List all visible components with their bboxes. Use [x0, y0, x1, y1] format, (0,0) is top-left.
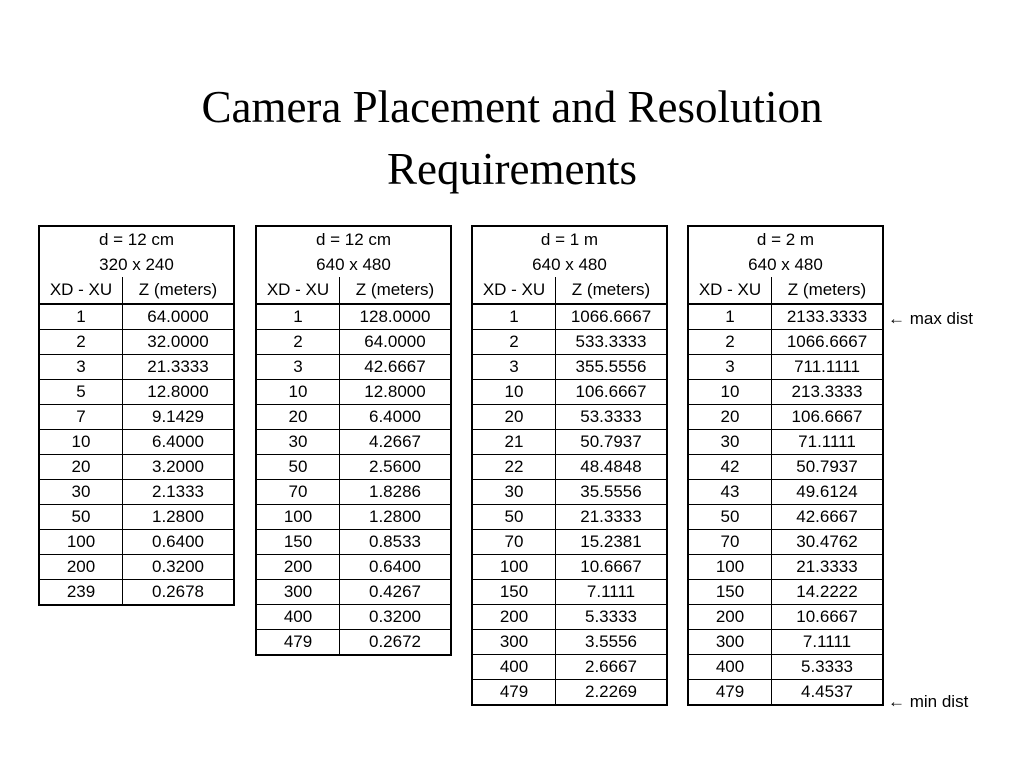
table-header-resolution: 640 x 480: [532, 255, 607, 274]
depth-cell: 7.1111: [556, 580, 668, 605]
table-row: [688, 530, 883, 555]
disparity-cell: 70: [256, 480, 340, 505]
table-row: [256, 480, 451, 505]
depth-cell: 533.3333: [556, 330, 668, 355]
table-row: [688, 380, 883, 405]
depth-cell: 64.0000: [147, 307, 209, 326]
table-row: [256, 605, 451, 630]
disparity-cell: 150: [688, 580, 772, 605]
depth-cell: 0.6400: [123, 530, 235, 555]
depth-cell: 10.6667: [556, 555, 668, 580]
depth-cell: 2.1333: [123, 480, 235, 505]
depth-cell: 0.4267: [340, 580, 452, 605]
table-row: [688, 655, 883, 680]
max-dist-annotation: ← max dist: [888, 309, 974, 328]
table-row: [39, 380, 234, 405]
column-header-depth: Z (meters): [772, 277, 884, 304]
depth-cell: 1.8286: [340, 480, 452, 505]
depth-cell: 128.0000: [359, 307, 431, 326]
disparity-cell: 70: [688, 530, 772, 555]
table-row: [256, 580, 451, 605]
disparity-cell: 200: [472, 605, 556, 630]
table-row: [688, 505, 883, 530]
depth-cell: 3.2000: [123, 455, 235, 480]
table-row: [688, 680, 883, 706]
depth-cell: 35.5556: [556, 480, 668, 505]
table-row: [688, 304, 883, 330]
depth-cell: 3.5556: [556, 630, 668, 655]
table-header-resolution: 320 x 240: [99, 255, 174, 274]
table-row: [39, 455, 234, 480]
depth-cell: 42.6667: [340, 355, 452, 380]
disparity-cell: 20: [256, 405, 340, 430]
table-row: [472, 605, 667, 630]
table-row: [688, 605, 883, 630]
table-row: [39, 355, 234, 380]
disparity-cell: 5: [39, 380, 123, 405]
column-header-disparity: XD - XU: [39, 277, 123, 304]
disparity-cell: 20: [472, 405, 556, 430]
disparity-cell: 200: [39, 555, 123, 580]
distance-table-4: [687, 225, 884, 706]
depth-cell: 1066.6667: [772, 330, 884, 355]
slide-title: [0, 76, 1024, 200]
depth-cell: 106.6667: [556, 380, 668, 405]
disparity-cell: 400: [472, 655, 556, 680]
disparity-cell: 20: [39, 455, 123, 480]
depth-cell: 213.3333: [772, 380, 884, 405]
depth-cell: 1.2800: [340, 505, 452, 530]
table-row: [256, 505, 451, 530]
column-header-depth: Z (meters): [340, 277, 452, 304]
table-row: [39, 505, 234, 530]
table-row: [472, 480, 667, 505]
table-row: [688, 580, 883, 605]
depth-cell: 30.4762: [772, 530, 884, 555]
table-row: [688, 555, 883, 580]
disparity-cell: 2: [472, 330, 556, 355]
disparity-cell: 100: [256, 505, 340, 530]
depth-cell: 2.6667: [556, 655, 668, 680]
depth-cell: 711.1111: [772, 355, 884, 380]
table-row: [472, 580, 667, 605]
disparity-cell: 1: [472, 304, 556, 330]
disparity-cell: 1: [256, 304, 340, 330]
table-row: [688, 480, 883, 505]
table-header-resolution: 640 x 480: [748, 255, 823, 274]
disparity-cell: 150: [256, 530, 340, 555]
table-row: [39, 330, 234, 355]
depth-cell: 355.5556: [556, 355, 668, 380]
table-row: [256, 355, 451, 380]
table-row: [256, 530, 451, 555]
disparity-cell: 150: [472, 580, 556, 605]
depth-cell: 49.6124: [772, 480, 884, 505]
disparity-cell: 50: [39, 505, 123, 530]
column-header-disparity: XD - XU: [472, 277, 556, 304]
depth-cell: 106.6667: [772, 405, 884, 430]
table-row: [472, 430, 667, 455]
disparity-cell: 239: [39, 580, 123, 606]
distance-table-3: [471, 225, 668, 706]
depth-cell: 64.0000: [340, 330, 452, 355]
slide-title-line-2: Requirements: [387, 144, 637, 194]
table-row: [472, 355, 667, 380]
depth-cell: 21.3333: [123, 355, 235, 380]
disparity-cell: 7: [39, 405, 123, 430]
disparity-cell: 3: [472, 355, 556, 380]
table-row: [472, 505, 667, 530]
depth-cell: 2133.3333: [786, 307, 868, 326]
disparity-cell: 10: [472, 380, 556, 405]
table-row: [39, 405, 234, 430]
table-row: [472, 555, 667, 580]
depth-cell: 50.7937: [772, 455, 884, 480]
table-row: [472, 630, 667, 655]
depth-cell: 10.6667: [772, 605, 884, 630]
table-row: [472, 655, 667, 680]
disparity-cell: 3: [39, 355, 123, 380]
disparity-cell: 300: [256, 580, 340, 605]
table-row: [256, 405, 451, 430]
table-row: [688, 330, 883, 355]
disparity-cell: 100: [39, 530, 123, 555]
table-row: [39, 304, 234, 330]
slide-title-line-1: Camera Placement and Resolution: [201, 82, 823, 132]
disparity-cell: 43: [688, 480, 772, 505]
disparity-cell: 22: [472, 455, 556, 480]
table-header-baseline: d = 12 cm: [315, 230, 392, 249]
depth-cell: 4.2667: [340, 430, 452, 455]
table-row: [472, 330, 667, 355]
distance-table-2: [255, 225, 452, 656]
disparity-cell: 30: [256, 430, 340, 455]
depth-cell: 6.4000: [123, 430, 235, 455]
column-header-depth: Z (meters): [123, 277, 235, 304]
disparity-cell: 20: [688, 405, 772, 430]
disparity-cell: 2: [688, 330, 772, 355]
table-row: [39, 555, 234, 580]
depth-cell: 0.2672: [340, 630, 452, 656]
disparity-cell: 400: [688, 655, 772, 680]
depth-cell: 21.3333: [556, 505, 668, 530]
table-row: [256, 630, 451, 656]
table-row: [256, 304, 451, 330]
table-row: [256, 455, 451, 480]
table-header-resolution: 640 x 480: [316, 255, 391, 274]
table-header-baseline: d = 1 m: [540, 230, 599, 249]
depth-cell: 48.4848: [556, 455, 668, 480]
depth-cell: 71.1111: [772, 430, 884, 455]
depth-cell: 6.4000: [340, 405, 452, 430]
disparity-cell: 10: [688, 380, 772, 405]
disparity-cell: 100: [688, 555, 772, 580]
disparity-cell: 300: [688, 630, 772, 655]
depth-cell: 4.4537: [772, 680, 884, 706]
depth-cell: 12.8000: [123, 380, 235, 405]
table-row: [256, 330, 451, 355]
depth-cell: 53.3333: [556, 405, 668, 430]
depth-cell: 32.0000: [123, 330, 235, 355]
disparity-cell: 10: [39, 430, 123, 455]
disparity-cell: 50: [472, 505, 556, 530]
disparity-cell: 70: [472, 530, 556, 555]
table-row: [472, 680, 667, 706]
disparity-cell: 30: [472, 480, 556, 505]
disparity-cell: 3: [688, 355, 772, 380]
disparity-cell: 479: [472, 680, 556, 706]
table-row: [688, 405, 883, 430]
depth-cell: 0.2678: [123, 580, 235, 606]
table-row: [39, 530, 234, 555]
table-row: [39, 430, 234, 455]
table-row: [256, 380, 451, 405]
depth-cell: 1.2800: [123, 505, 235, 530]
column-header-disparity: XD - XU: [256, 277, 340, 304]
table-row: [256, 430, 451, 455]
table-header-baseline: d = 2 m: [756, 230, 815, 249]
disparity-cell: 2: [256, 330, 340, 355]
disparity-cell: 200: [688, 605, 772, 630]
table-row: [688, 355, 883, 380]
depth-cell: 14.2222: [772, 580, 884, 605]
disparity-cell: 3: [256, 355, 340, 380]
depth-cell: 5.3333: [556, 605, 668, 630]
column-header-disparity: XD - XU: [688, 277, 772, 304]
depth-cell: 12.8000: [340, 380, 452, 405]
depth-cell: 15.2381: [556, 530, 668, 555]
depth-cell: 9.1429: [123, 405, 235, 430]
table-row: [472, 530, 667, 555]
table-row: [472, 304, 667, 330]
disparity-cell: 100: [472, 555, 556, 580]
column-header-depth: Z (meters): [556, 277, 668, 304]
table-row: [472, 405, 667, 430]
disparity-cell: 479: [688, 680, 772, 706]
table-row: [39, 480, 234, 505]
depth-cell: 0.6400: [340, 555, 452, 580]
depth-cell: 21.3333: [772, 555, 884, 580]
depth-cell: 7.1111: [772, 630, 884, 655]
disparity-cell: 10: [256, 380, 340, 405]
depth-cell: 2.2269: [556, 680, 668, 706]
table-row: [472, 380, 667, 405]
disparity-cell: 400: [256, 605, 340, 630]
disparity-cell: 50: [256, 455, 340, 480]
disparity-cell: 1: [688, 304, 772, 330]
disparity-cell: 50: [688, 505, 772, 530]
disparity-cell: 300: [472, 630, 556, 655]
depth-cell: 0.3200: [340, 605, 452, 630]
disparity-cell: 21: [472, 430, 556, 455]
disparity-cell: 1: [39, 304, 123, 330]
table-row: [688, 455, 883, 480]
min-dist-annotation: ← min dist: [888, 692, 969, 711]
table-row: [39, 580, 234, 606]
distance-table-1: [38, 225, 235, 606]
disparity-cell: 30: [39, 480, 123, 505]
depth-cell: 2.5600: [340, 455, 452, 480]
disparity-cell: 30: [688, 430, 772, 455]
depth-cell: 50.7937: [556, 430, 668, 455]
disparity-cell: 200: [256, 555, 340, 580]
depth-cell: 5.3333: [772, 655, 884, 680]
table-row: [688, 630, 883, 655]
table-row: [256, 555, 451, 580]
depth-cell: 0.3200: [123, 555, 235, 580]
disparity-cell: 2: [39, 330, 123, 355]
disparity-cell: 42: [688, 455, 772, 480]
table-header-baseline: d = 12 cm: [98, 230, 175, 249]
depth-cell: 42.6667: [772, 505, 884, 530]
table-row: [472, 455, 667, 480]
depth-cell: 0.8533: [340, 530, 452, 555]
table-row: [688, 430, 883, 455]
disparity-cell: 479: [256, 630, 340, 656]
depth-cell: 1066.6667: [570, 307, 652, 326]
